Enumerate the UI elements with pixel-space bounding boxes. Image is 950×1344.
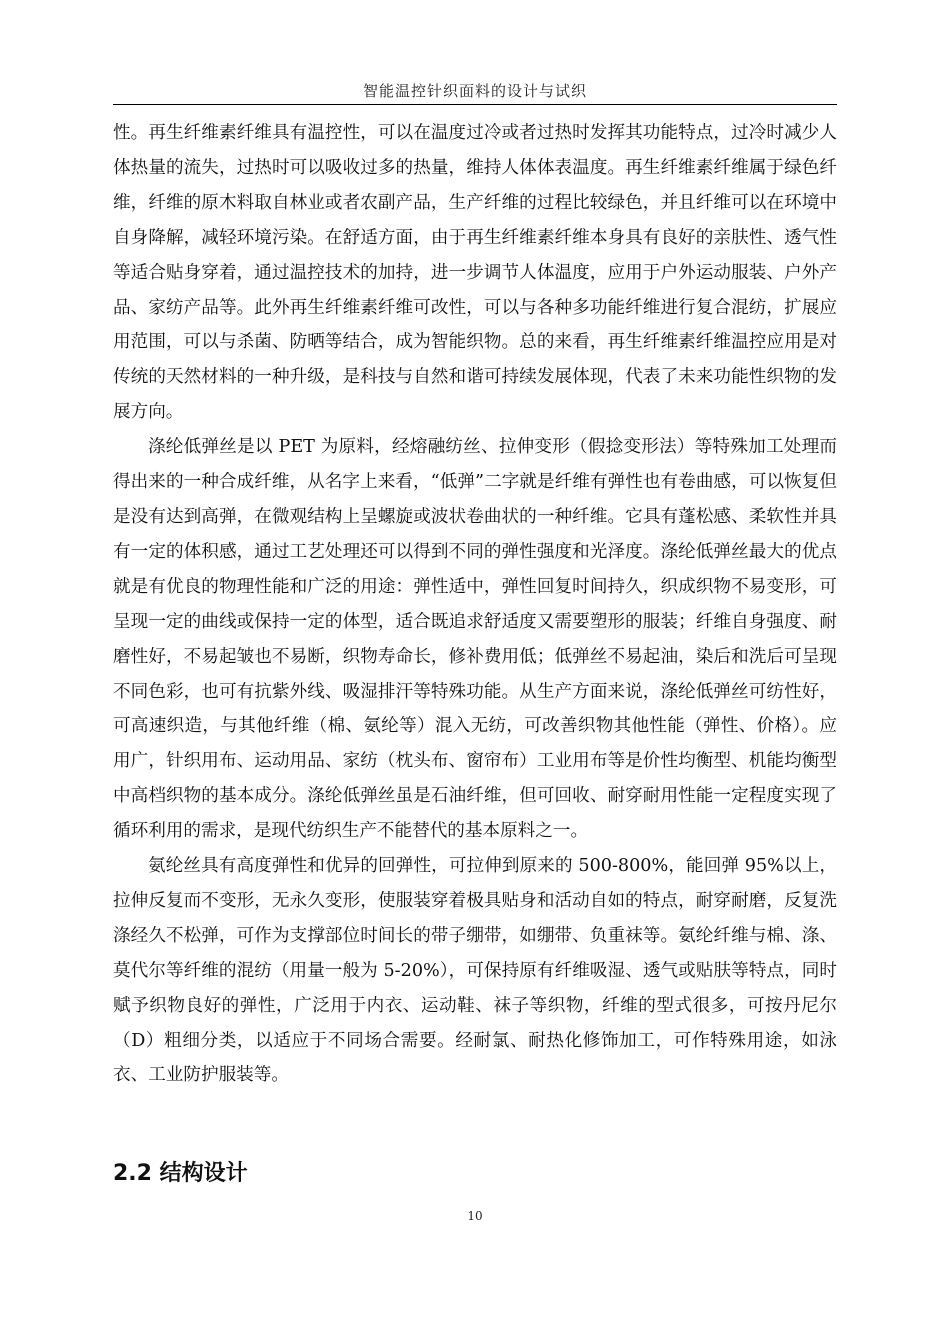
page-number: 10 [467, 1209, 483, 1223]
section-heading: 2.2 结构设计 [113, 1161, 248, 1186]
paragraph-spandex-yarn: 氨纶丝具有高度弹性和优异的回弹性，可拉伸到原来的 500-800%，能回弹 95%以上，拉伸反复而不变形，无永久变形，使服装穿着极具贴身和活动自如的特点，耐穿耐磨，反复洗涤经久不松弹，可作为支撑部位时间长的带子绷带，如绷带、负重袜等。氨纶纤维与棉、涤、莫代尔等纤维的混纺（用量一般为 5-20%），可保持原有纤维吸湿、透气或贴肤等特点，同时赋予织物良好的弹性，广泛用于内衣、运动鞋、袜子等织物，纤维的型式很多，可按丹尼尔（D）粗细分类，以适应于不同场合需要。经耐氯、耐热化修饰加工，可作特殊用途，如泳衣、工业防护服装等。 [113, 856, 837, 1086]
paragraph-regenerated-cellulose-fiber: 性。再生纤维素纤维具有温控性，可以在温度过冷或者过热时发挥其功能特点，过冷时减少人体热量的流失，过热时可以吸收过多的热量，维持人体体表温度。再生纤维素纤维属于绿色纤维，纤维的原木料取自林业或者农副产品，生产纤维的过程比较绿色，并且纤维可以在环境中自身降解，减轻环境污染。在舒适方面，由于再生纤维素纤维本身具有良好的亲肤性、透气性等适合贴身穿着，通过温控技术的加持，进一步调节人体温度，应用于户外运动服装、户外产品、家纺产品等。此外再生纤维素纤维可改性，可以与各种多功能纤维进行复合混纺，扩展应用范围，可以与杀菌、防晒等结合，成为智能织物。总的来看，再生纤维素纤维温控应用是对传统的天然材料的一种升级，是科技与自然和谐可持续发展体现，代表了未来功能性织物的发展方向。 [113, 123, 837, 423]
body-text [113, 116, 837, 1093]
running-header-title: 智能温控针织面料的设计与试织 [362, 82, 587, 100]
header-divider [113, 104, 837, 105]
paragraph-polyester-low-stretch-yarn: 涤纶低弹丝是以 PET 为原料，经熔融纺丝、拉伸变形（假捻变形法）等特殊加工处理而得出来的一种合成纤维，从名字上来看，“低弹”二字就是纤维有弹性也有卷曲感，可以恢复但是没有达到高弹，在微观结构上呈螺旋或波状卷曲状的一种纤维。它具有蓬松感、柔软性并具有一定的体积感，通过工艺处理还可以得到不同的弹性强度和光泽度。涤纶低弹丝最大的优点就是有优良的物理性能和广泛的用途：弹性适中，弹性回复时间持久，织成织物不易变形，可呈现一定的曲线或保持一定的体型，适合既追求舒适度又需要塑形的服装；纤维自身强度、耐磨性好，不易起皱也不易断，织物寿命长，修补费用低；低弹丝不易起油，染后和洗后可呈现不同色彩，也可有抗紫外线、吸湿排汗等特殊功能。从生产方面来说，涤纶低弹丝可纺性好，可高速织造，与其他纤维（棉、氨纶等）混入无纺，可改善织物其他性能（弹性、价格）。应用广，针织用布、运动用品、家纺（枕头布、窗帘布）工业用布等是价性均衡型、机能均衡型中高档织物的基本成分。涤纶低弹丝虽是石油纤维，但可回收、耐穿耐用性能一定程度实现了循环利用的需求，是现代纺织生产不能替代的基本原料之一。 [113, 437, 837, 842]
